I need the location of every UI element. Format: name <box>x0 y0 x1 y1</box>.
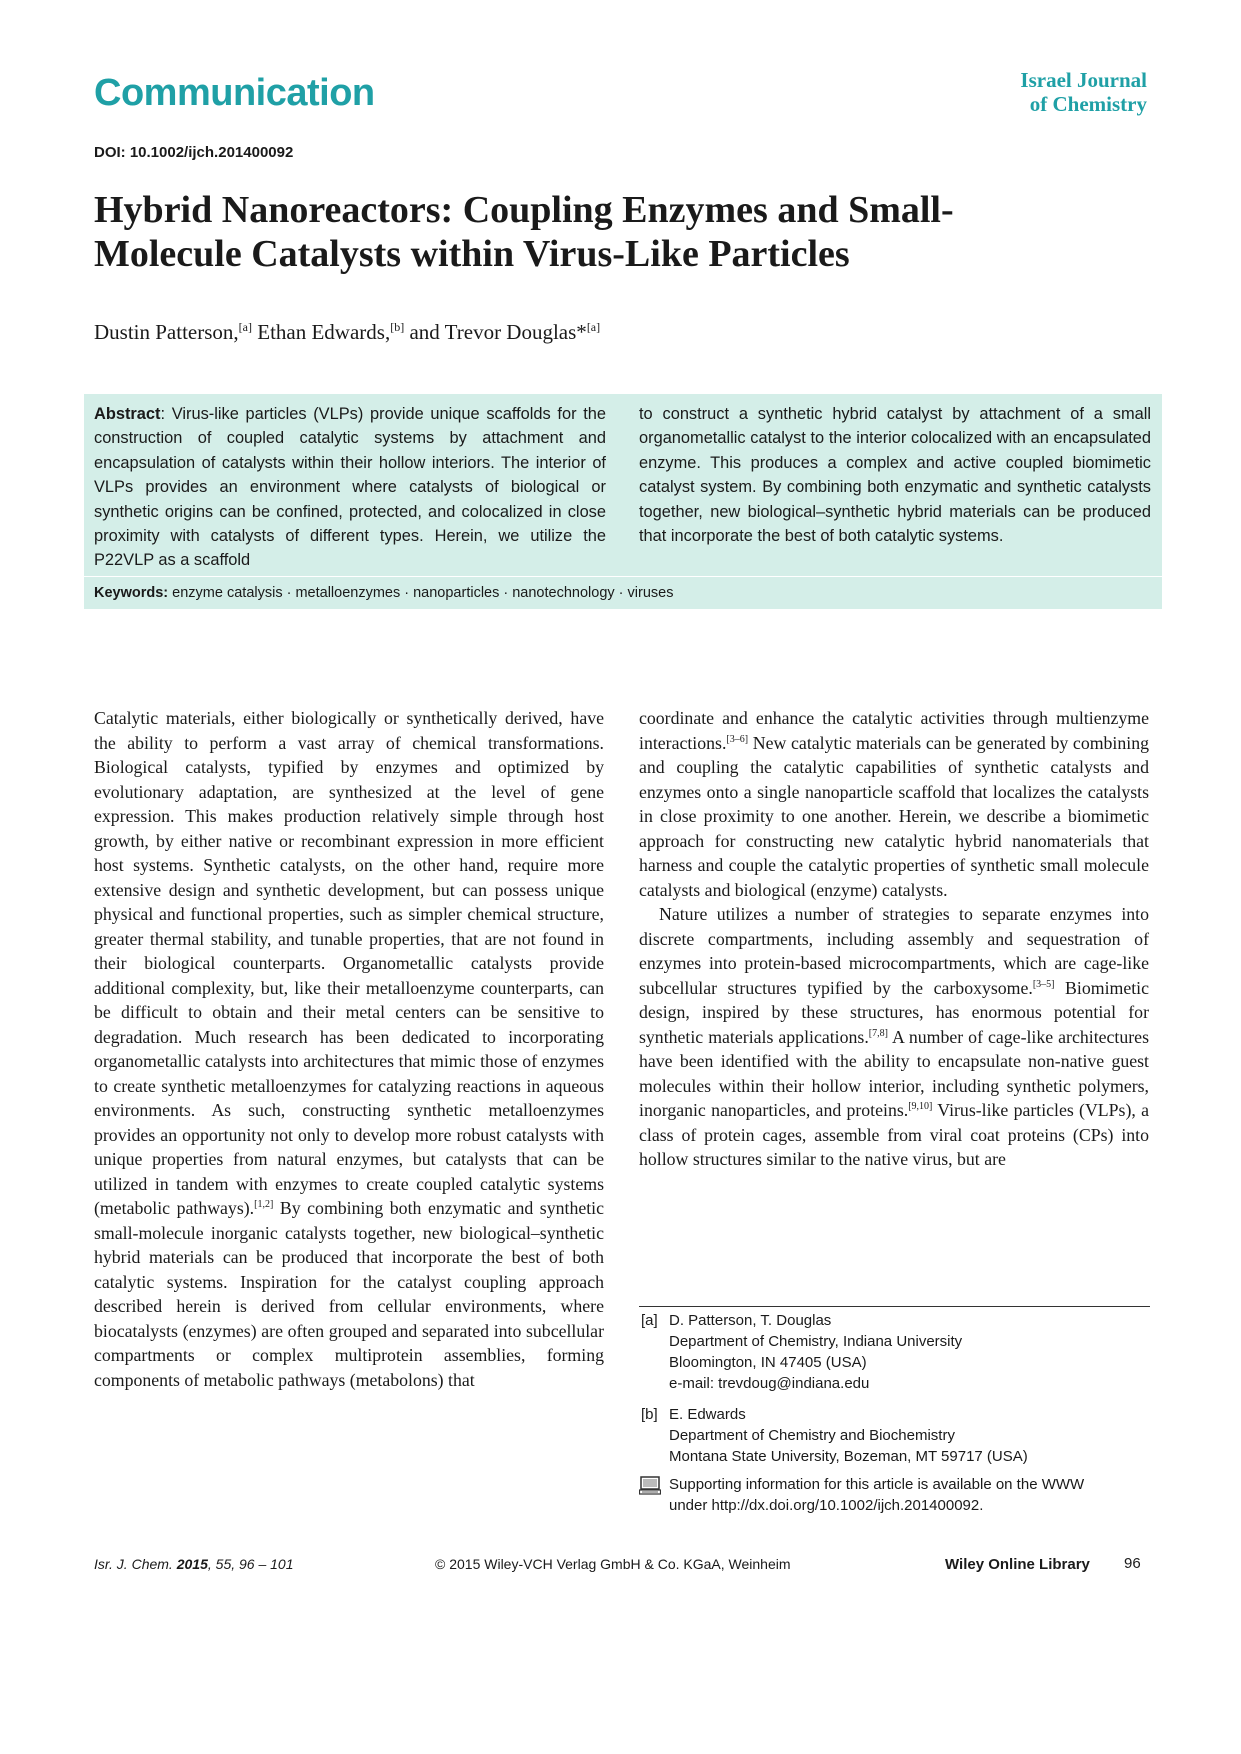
citation-ref[interactable]: [9,10] <box>908 1101 933 1113</box>
footer-citation: Isr. J. Chem. 2015, 55, 96 – 101 <box>94 1556 294 1572</box>
journal-name <box>1020 68 1147 116</box>
body-paragraph <box>94 706 604 1392</box>
computer-icon <box>639 1476 661 1502</box>
footer-year: 2015 <box>176 1556 208 1572</box>
affiliation-line: D. Patterson, T. Douglas <box>669 1312 832 1329</box>
author-affiliation-mark: [a] <box>238 320 252 334</box>
body-text: Catalytic materials, either biologically or synthetically derived, have the ability to perform a vast array of chemical transformations. Biological catalysts, typified by enzymes and optimized by evolutionary adaptation, are synthesized at the level of gene expression. This makes production relatively simple through host growth, by either native or recombinant expression in more efficient host systems. Synthetic catalysts, on the other hand, require more extensive design and synthetic development, but can possess unique physical and functional properties, such as simpler chemical structure, greater thermal stability, and tunable properties, that are not found in their biological counterparts. Organometallic catalysts provide additional complexity, but, like their metalloenzyme counterparts, can be difficult to obtain and their metal centers can be sensitive to degradation. Much research has been dedicated to incorporating organometallic catalysts into architectures that mimic those of enzymes to create synthetic metalloenzymes for catalyzing reactions in aqueous environments. As such, constructing synthetic metalloenzymes provides an opportunity not only to develop more robust catalysts with unique properties from natural enzymes, but catalysts that can be utilized in tandem with enzymes to create coupled catalytic systems (metabolic pathways). <box>94 708 604 1218</box>
affiliation-a <box>639 1310 1159 1394</box>
body-left-column <box>94 706 604 1392</box>
citation-ref[interactable]: [7,8] <box>868 1027 888 1039</box>
author-name: Dustin Patterson, <box>94 320 239 344</box>
abstract-left-column <box>94 402 606 573</box>
author-name: and Trevor Douglas* <box>409 320 587 344</box>
author-affiliation-mark: [b] <box>390 320 405 334</box>
body-paragraph <box>639 706 1149 902</box>
citation-ref[interactable]: [3–5] <box>1032 978 1055 990</box>
abstract-text-left: : Virus-like particles (VLPs) provide unique scaffolds for the construction of coupled catalytic systems by attachment and encapsulation of catalysts within their hollow interiors. The interior of VLPs provides an environment where catalysts of biological or synthetic origins can be confined, protected, and colocalized in close proximity with catalysts of different types. Herein, we utilize the P22VLP as a scaffold <box>94 405 606 570</box>
supporting-info-link[interactable]: under http://dx.doi.org/10.1002/ijch.201400092. <box>669 1497 984 1514</box>
affiliation-line: Department of Chemistry and Biochemistry <box>669 1427 955 1444</box>
abstract-label: Abstract <box>94 405 161 423</box>
footer-journal-abbrev: Isr. J. Chem. <box>94 1556 173 1572</box>
keywords <box>94 585 673 601</box>
body-text: Nature utilizes a number of strategies to separate enzymes into discrete compartments, including assembly and sequestration of enzymes into protein-based microcompartments, which are cage-like subcellular structures typified by the carboxysome. <box>639 904 1149 998</box>
body-paragraph <box>639 902 1149 1172</box>
affiliation-line: Montana State University, Bozeman, MT 59717 (USA) <box>669 1448 1028 1465</box>
affiliation-tag: [b] <box>641 1406 658 1423</box>
page-number: 96 <box>1124 1555 1141 1572</box>
author-list <box>94 320 600 345</box>
body-text: Biomimetic design, inspired by these structures, has enormous potential for synthetic materials applications. <box>639 977 1150 1047</box>
article-title: Hybrid Nanoreactors: Coupling Enzymes and Small-Molecule Catalysts within Virus-Like Particles <box>94 189 954 275</box>
citation-ref[interactable]: [1,2] <box>254 1199 274 1211</box>
affiliation-b <box>639 1404 1159 1467</box>
affiliation-email[interactable]: e-mail: trevdoug@indiana.edu <box>669 1375 870 1392</box>
footer-library[interactable]: Wiley Online Library <box>945 1556 1090 1573</box>
citation-ref[interactable]: [3–6] <box>726 733 749 745</box>
affiliation-line: Department of Chemistry, Indiana University <box>669 1333 963 1350</box>
abstract-right-column: to construct a synthetic hybrid catalyst by attachment of a small organometallic catalyst to the interior colocalized with an encapsulated enzyme. This produces a complex and active coupled biomimetic catalyst system. By combining both enzymatic and synthetic catalysts together, new biological–synthetic hybrid materials can be produced that incorporate the best of both catalytic systems. <box>639 405 1151 546</box>
journal-name-line2: of Chemistry <box>1029 92 1147 116</box>
doi[interactable]: DOI: 10.1002/ijch.201400092 <box>94 144 294 161</box>
section-label: Communication <box>94 72 375 114</box>
journal-name-line1: Israel Journal <box>1020 68 1147 92</box>
footer-volume-pages: 55, 96 – 101 <box>215 1556 294 1572</box>
supporting-info-text: Supporting information for this article is available on the WWW <box>669 1476 1085 1493</box>
body-text: coordinate and enhance the catalytic activities through multienzyme interactions. <box>639 708 1149 753</box>
body-text: A number of cage-like architectures have been identified with the ability to encapsulate non-native guest molecules within their hollow interior, including synthetic polymers, inorganic nanoparticles, and proteins. <box>639 1026 1149 1120</box>
author-affiliation-mark: [a] <box>586 320 601 334</box>
body-right-column <box>639 706 1149 1172</box>
footnote-divider <box>639 1306 1150 1307</box>
keywords-list: enzyme catalysis · metalloenzymes · nanoparticles · nanotechnology · viruses <box>172 585 674 601</box>
body-text: Virus-like particles (VLPs), a class of protein cages, assemble from viral coat proteins (CPs) into hollow structures similar to the native virus, but are <box>639 1100 1149 1169</box>
keywords-divider <box>84 576 1162 577</box>
supporting-information <box>639 1474 1159 1516</box>
body-text: By combining both enzymatic and synthetic small-molecule inorganic catalysts together, new biological–synthetic hybrid materials can be produced that incorporate the best of both catalytic systems. Inspiration for the catalyst coupling approach described herein is derived from cellular environments, where biocatalysts (enzymes) are often grouped and separated into subcellular compartments or complex multiprotein assemblies, forming components of metabolic pathways (metabolons) that <box>94 1198 605 1390</box>
author-name: Ethan Edwards, <box>257 320 391 344</box>
affiliation-line: Bloomington, IN 47405 (USA) <box>669 1354 867 1371</box>
affiliation-line: E. Edwards <box>669 1406 746 1423</box>
affiliation-tag: [a] <box>641 1312 658 1329</box>
footer-copyright: © 2015 Wiley-VCH Verlag GmbH & Co. KGaA, Weinheim <box>435 1556 791 1572</box>
body-text: New catalytic materials can be generated by combining and coupling the catalytic capabilities of synthetic catalysts and enzymes onto a single nanoparticle scaffold that localizes the catalysts in close proximity to one another. Herein, we describe a biomimetic approach for constructing new catalytic hybrid nanomaterials that harness and couple the catalytic properties of synthetic small molecule catalysts and biological (enzyme) catalysts. <box>639 732 1149 900</box>
keywords-label: Keywords: <box>94 585 169 601</box>
